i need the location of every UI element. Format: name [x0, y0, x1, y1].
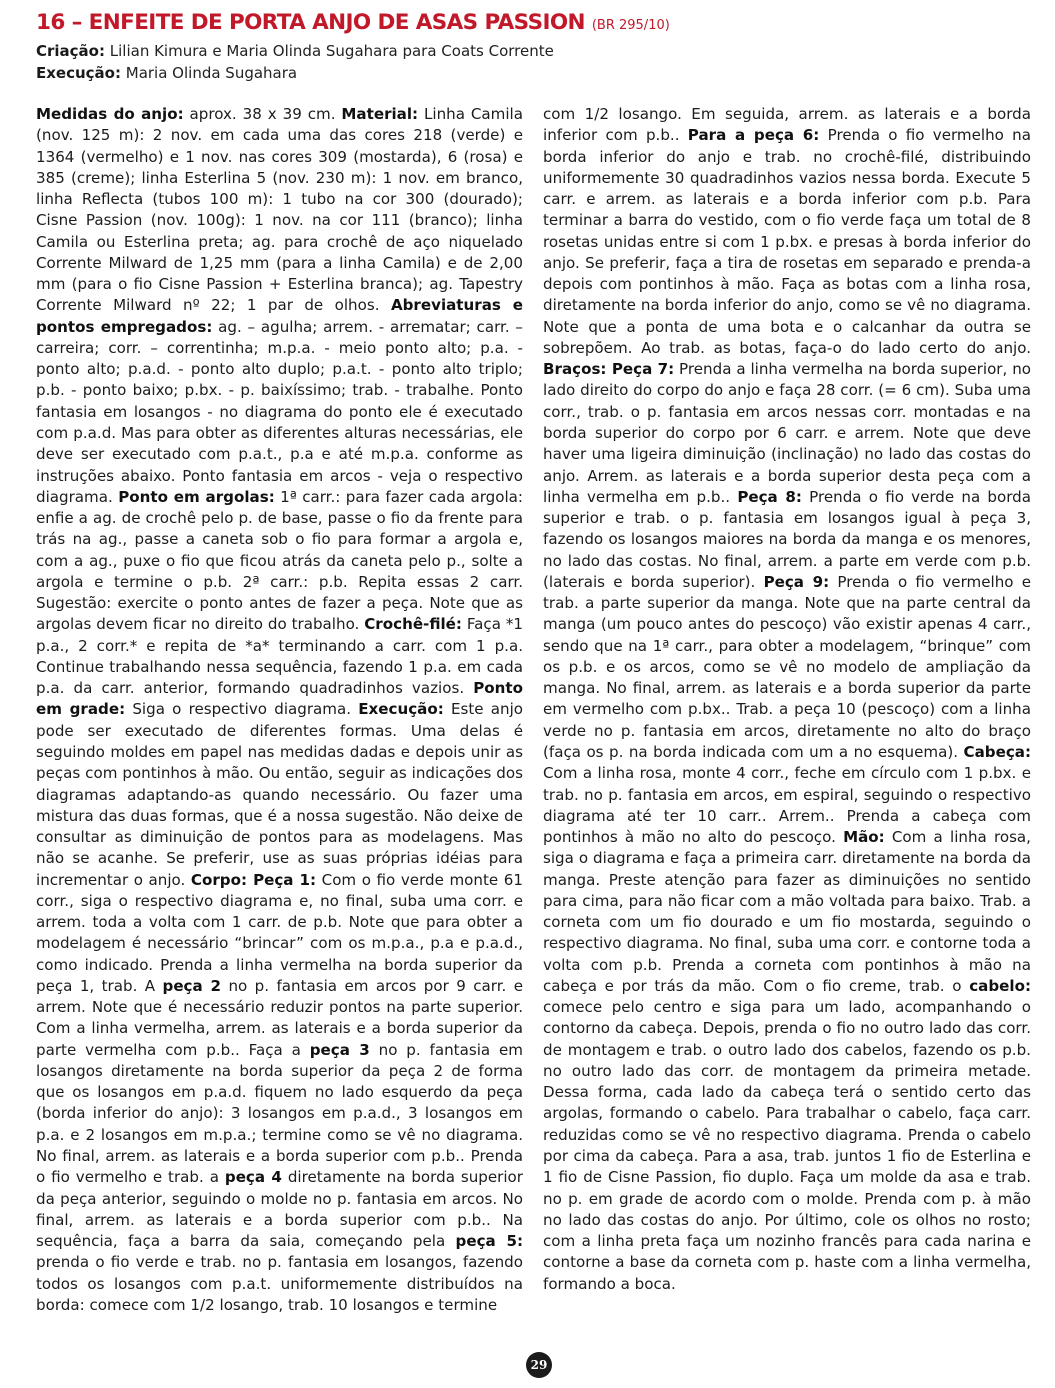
creation-credit — [36, 40, 1026, 62]
text-continuation: com 1/2 losango. Em seguida, arrem. as laterais e a borda inferior com p.b.. — [543, 105, 1031, 145]
heading-peca-4: peça 4 — [224, 1168, 282, 1187]
text-corpo: Com o fio verde monte 61 corr., siga o respectivo diagrama e, no final, suba uma corr. e arrem. toda a volta com 1 carr. de p.b. Note que para obter a modelagem é necessário “brincar” com os m.p.a., p.a e p.a.d., como indicado. Prenda a linha vermelha na borda superior da peça 1, trab. A — [36, 870, 523, 995]
left-column — [36, 104, 523, 1316]
text-mao: Com a linha rosa, siga o diagrama e faça a primeira carr. diretamente na borda da manga. Preste atenção para fazer as diminuições no sentido para cima, para não ficar com a mão voltada para baixo. Trab. a corneta com um fio dourado e um fio mostarda, seguindo o respectivo diagrama. No final, suba uma corr. e contorne toda a volta com p.b. Prenda a corneta com pontinhos à mão na cabeça e por trás da mão. Com o fio creme, trab. o — [543, 828, 1031, 995]
execution-credit — [36, 62, 1026, 84]
text-execucao: Este anjo pode ser executado de diferentes formas. Uma delas é seguindo moldes em papel nas medidas dadas e depois unir as peças com pontinhos à mão. Ou então, seguir as indicações dos diagramas adaptando-as quando necessário. Ou fazer uma mistura das duas formas, que é a nossa sugestão. Não deixe de consultar as diminuição de pontos para as modelagens. Mas não se acanhe. Se preferir, use as suas próprias idéias para incrementar o anjo. — [36, 700, 524, 889]
right-text — [543, 104, 1031, 1295]
heading-material: Material: — [341, 105, 419, 123]
title-text: 16 – ENFEITE DE PORTA ANJO DE ASAS PASSION — [36, 10, 585, 35]
execution-label: Execução: — [36, 64, 121, 82]
text-peca-2: no p. fantasia em arcos por 9 carr. e arrem. Note que é necessário reduzir pontos na parte superior. Com a linha vermelha, arrem. as laterais e a borda superior da parte vermelha com p.b.. Faça a — [36, 976, 523, 1059]
text-peca-3: no p. fantasia em losangos diretamente na borda superior da peça 2 de forma que os losangos em p.a.d. fiquem no lado esquerdo da peça (borda inferior do anjo): 3 losangos em p.a.d., 3 losangos em p.a. e 2 losangos em m.p.a.; termine como se vê no diagrama. No final, arrem. as laterais e a borda superior com p.b.. Prenda o fio vermelho e trab. a — [36, 1040, 524, 1187]
text-croche-file: Faça *1 p.a., 2 corr.* e repita de *a* terminando a carr. com 1 p.a. Continue trabalhando nessa sequência, fazendo 1 p.a. em cada p.a. da carr. anterior, formando quadradinhos vazios. — [36, 615, 523, 698]
text-peca-9: Prenda o fio vermelho e trab. a parte superior da manga. Note que na parte central da manga (um pouco antes do pescoço) vão existir apenas 4 carr., sendo que na 1ª carr., para obter a modelagem, “brinque” com os p.b. e os arcos, como se vê no modelo de ampliação da manga. No final, arrem. as laterais e a borda superior da parte em vermelho com p.bx.. Trab. a peça 10 (pescoço) com a linha verde no p. fantasia em arcos, diretamente no alto do braço (faça os p. na borda indicada com um a no esquema). — [543, 572, 1032, 761]
pattern-code: (BR 295/10) — [591, 18, 670, 33]
creation-value: Lilian Kimura e Maria Olinda Sugahara para Coats Corrente — [105, 42, 554, 60]
article-title — [36, 9, 1026, 40]
article-header — [36, 9, 1026, 84]
text-abreviaturas: ag. – agulha; arrem. - arrematar; carr. – carreira; corr. – correntinha; m.p.a. - meio ponto alto; p.a. - ponto alto; p.a.d. - ponto alto duplo; p.a.t. - ponto alto triplo; p.b. - ponto baixo; p.bx. - p. baixíssimo; trab. - trabalhe. Ponto fantasia em losangos - no diagrama do ponto ele é executado com p.a.d. Mas para obter as diferentes alturas necessárias, ele deve ser executado com p.a.t., p.a e até m.p.a. conforme as instruções abaixo. Ponto fantasia em arcos - veja o respectivo diagrama. — [36, 317, 523, 506]
text-bracos: Prenda a linha vermelha na borda superior, no lado direito do corpo do anjo e faça 28 corr. (= 6 cm). Suba uma corr., trab. o p. fantasia em arcos nessas corr. montadas e na borda superior do corpo por 6 carr. e arrem. Note que deve haver uma ligeira diminuição (inclinação) no lado das costas do anjo. Arrem. as laterais e a borda superior desta peça com a linha vermelha em p.b.. — [543, 360, 1032, 506]
text-peca-6: Prenda o fio vermelho na borda inferior do anjo e trab. no crochê-filé, distribuindo uniformemente 30 quadradinhos vazios nessa borda. Execute 5 carr. e arrem. as laterais e a borda inferior com p.b. Para terminar a barra do vestido, com o fio verde faça um total de 8 rosetas unidas entre si com 1 p.bx. e presas à borda inferior do anjo. Se preferir, faça a tira de rosetas em separado e prenda-a depois com pontinhos à mão. Faça as botas com a linha rosa, diretamente na borda inferior do anjo, como se vê no diagrama. Note que a ponta de uma bota e o calcanhar da outra se sobrepõem. Ao trab. as botas, faça-o do lado certo do anjo. — [543, 126, 1031, 357]
heading-peca-2: peça 2 — [162, 976, 222, 995]
heading-cabelo: cabelo: — [969, 976, 1031, 995]
text-cabelo: comece pelo centro e siga para um lado, acompanhando o contorno da cabeça. Depois, prenda o fio no outro lado das corr. de montagem e trab. o outro lado dos cabelos, fazendo os p.b. no outro lado das corr. de montagem da primeira metade. Dessa forma, cada lado da cabeça terá o sentido certo das argolas, formando o cabelo. Para trabalhar o cabelo, faça carr. reduzidas como se vê no respectivo diagrama. Prenda o cabelo por cima da cabeça. Para a asa, trab. juntos 1 fio de Esterlina e 1 fio de Cisne Passion, fio duplo. Faça um molde da asa e trab. no p. em grade de acordo com o molde. Prenda com p. à mão no lado das costas do anjo. Por último, cole os olhos no rosto; com a linha preta faça um nozinho francês para cada narina e contorne a base da corneta com p. haste com a linha vermelha, formando a boca. — [543, 998, 1031, 1293]
text-medidas: aprox. 38 x 39 cm. — [183, 105, 342, 123]
heading-execucao: Execução: — [358, 700, 444, 719]
execution-value: Maria Olinda Sugahara — [120, 64, 298, 82]
text-peca-5: prenda o fio verde e trab. no p. fantasia em losangos, fazendo todos os losangos com p.a.t. uniformemente distribuídos na borda: comece com 1/2 losango, trab. 10 losangos e termine — [36, 1253, 523, 1314]
heading-croche-file: Crochê-filé: — [364, 615, 462, 634]
text-peca-8: Prenda o fio verde na borda superior e trab. o p. fantasia em losangos igual à peça 3, fazendo os losangos maiores na borda da manga e os menores, no lado das costas. No final, arrem. a parte em verde com p.b. (laterais e borda superior). — [543, 487, 1031, 591]
text-peca-4: diretamente na borda superior da peça anterior, seguindo o molde no p. fantasia em arcos. No final, arrem. as laterais e a borda superior com p.b.. Na sequência, faça a barra da saia, começando pela — [36, 1168, 523, 1251]
text-cabeca: Com a linha rosa, monte 4 corr., feche em círculo com 1 p.bx. e trab. no p. fantasia em arcos, em espiral, seguindo o respectivo diagrama até ter 10 carr.. Arrem.. Prenda a cabeça com pontinhos à mão no alto do pescoço. — [543, 764, 1031, 847]
heading-peca-8: Peça 8: — [737, 487, 802, 506]
heading-ponto-argolas: Ponto em argolas: — [118, 487, 275, 506]
page-number: 29 — [526, 1352, 552, 1378]
heading-peca-9: Peça 9: — [763, 572, 830, 591]
right-column — [543, 104, 1031, 1295]
heading-peca-5: peça 5: — [455, 1232, 524, 1251]
heading-cabeca: Cabeça: — [963, 742, 1031, 761]
heading-bracos: Braços: Peça 7: — [543, 360, 675, 379]
heading-medidas: Medidas do anjo: — [36, 105, 184, 123]
left-text — [36, 104, 523, 1316]
heading-ponto-grade: Ponto em grade: — [36, 679, 523, 719]
heading-corpo: Corpo: Peça 1: — [190, 870, 317, 889]
text-ponto-grade: Siga o respectivo diagrama. — [125, 700, 359, 719]
text-material: Linha Camila (nov. 125 m): 2 nov. em cada uma das cores 218 (verde) e 1364 (vermelho) e 1 nov. nas cores 309 (mostarda), 6 (rosa) e 385 (creme); linha Esterlina 5 (nov. 230 m): 1 nov. em branco, linha Reflecta (tubos 100 m): 1 tubo na cor 300 (dourado); Cisne Passion (nov. 100g): 1 nov. na cor 111 (branco); linha Camila ou Esterlina preta; ag. para crochê de aço niquelado Corrente Milward de 1,25 mm (para a linha Camila) e de 2,00 mm (para o fio Cisne Passion + Esterlina branca); ag. Tapestry Corrente Milward nº 22; 1 par de olhos. — [36, 105, 523, 315]
text-ponto-argolas: 1ª carr.: para fazer cada argola: enfie a ag. de crochê pelo p. de base, passe o fio da frente para trás na ag., passe a caneta sob o fio para formar a argola e, com a ag., puxe o fio que ficou atrás da caneta pelo p., solte a argola e termine o p.b. 2ª carr.: p.b. Repita essas 2 carr. Sugestão: exercite o ponto antes de fazer a peça. Note que as argolas devem ficar no direito do trabalho. — [36, 487, 524, 634]
heading-peca-6: Para a peça 6: — [687, 126, 820, 145]
heading-peca-3: peça 3 — [309, 1040, 370, 1059]
creation-label: Criação: — [36, 42, 105, 60]
heading-abreviaturas: Abreviaturas e pontos empregados: — [36, 296, 523, 336]
heading-mao: Mão: — [843, 828, 885, 847]
